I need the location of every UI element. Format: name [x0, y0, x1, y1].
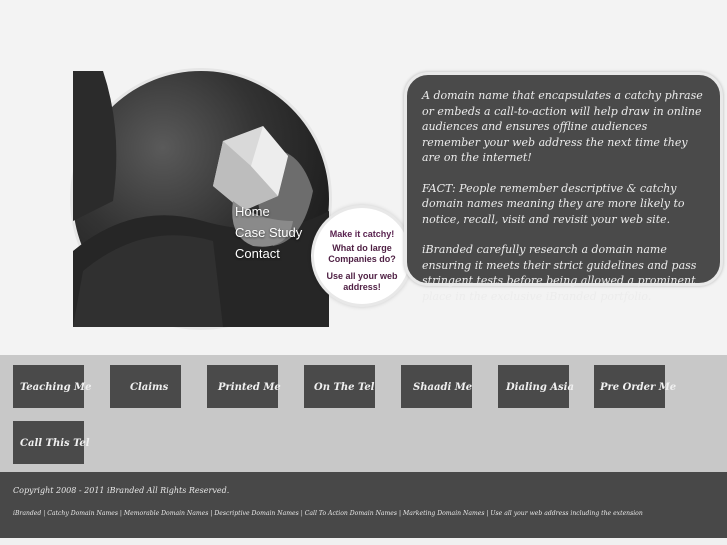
tile-teaching-me[interactable]: Teaching Me	[13, 365, 84, 408]
cta-bubble	[311, 205, 413, 307]
cta-large-companies[interactable]: What do large Companies do?	[328, 243, 396, 264]
cta-make-it-catchy[interactable]: Make it catchy!	[329, 229, 395, 239]
footer-link[interactable]: iBranded	[13, 510, 42, 517]
copyright-text: Copyright 2008 - 2011 iBranded All Rights Reserved.	[13, 486, 230, 495]
tile-call-this-tel[interactable]: Call This Tel	[13, 421, 84, 464]
nav-home[interactable]: Home	[235, 204, 270, 219]
footer-link[interactable]: Use all your web address including the extension	[490, 510, 643, 517]
footer-link[interactable]: Marketing Domain Names	[402, 510, 485, 517]
tile-on-the-tel[interactable]: On The Tel	[304, 365, 375, 408]
footer-link[interactable]: Catchy Domain Names	[47, 510, 118, 517]
tile-dialing-asia[interactable]: Dialing Asia	[498, 365, 569, 408]
hero-photo-illustration	[73, 71, 329, 327]
main-nav	[235, 201, 302, 264]
footer-links	[13, 510, 643, 517]
footer-link[interactable]: Descriptive Domain Names	[214, 510, 299, 517]
domain-tiles-band	[0, 355, 727, 472]
tile-claims[interactable]: Claims	[110, 365, 181, 408]
info-paragraph: FACT: People remember descriptive & catchy domain names meaning they are more likely to notice, recall, visit and revisit your web site.	[422, 181, 685, 226]
info-paragraph: A domain name that encapsulates a catchy phrase or embeds a call-to-action will help draw in online audiences and ensures offline audiences remember your web address the next time they are on the internet!	[422, 89, 703, 164]
tile-shaadi-me[interactable]: Shaadi Me	[401, 365, 472, 408]
cta-use-web-address[interactable]: Use all your web address!	[326, 271, 398, 292]
bottom-strip	[0, 538, 727, 545]
footer-separator: |	[43, 510, 46, 517]
nav-contact[interactable]: Contact	[235, 246, 280, 261]
footer-separator: |	[119, 510, 122, 517]
footer-separator: |	[210, 510, 213, 517]
footer-link[interactable]: Call To Action Domain Names	[304, 510, 398, 517]
info-paragraph: iBranded carefully research a domain name ensuring it meets their strict guidelines and pass stringent tests before being allowed a prominent place in the exclusive iBranded portfolio.	[422, 243, 697, 303]
nav-case-study[interactable]: Case Study	[235, 225, 303, 240]
footer	[0, 472, 727, 545]
footer-separator: |	[300, 510, 303, 517]
hero-photo	[70, 68, 332, 330]
info-panel	[404, 72, 723, 303]
tile-pre-order-me[interactable]: Pre Order Me	[594, 365, 665, 408]
footer-separator: |	[398, 510, 402, 517]
footer-link[interactable]: Memorable Domain Names	[123, 510, 209, 517]
tile-printed-me[interactable]: Printed Me	[207, 365, 278, 408]
footer-separator: |	[486, 510, 489, 517]
